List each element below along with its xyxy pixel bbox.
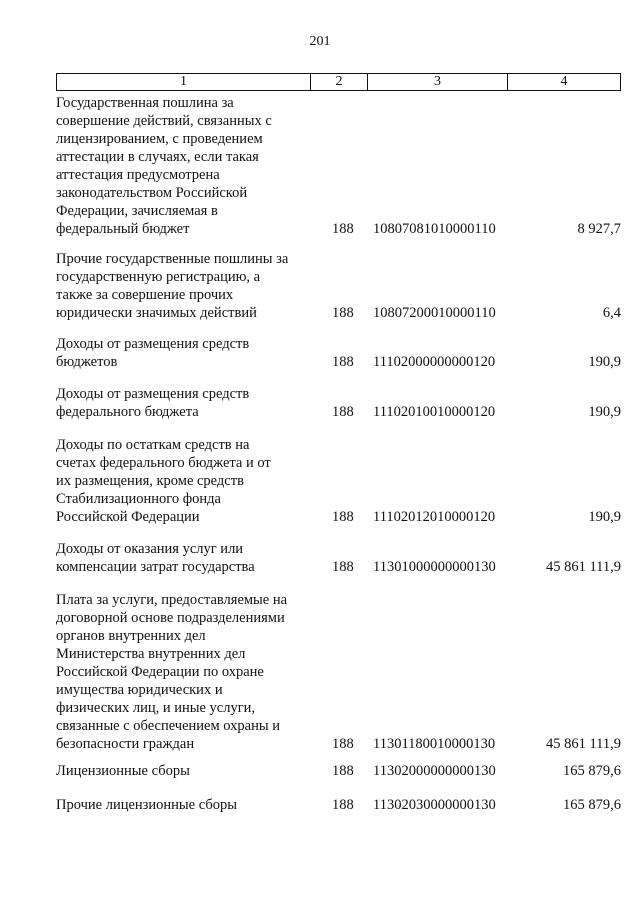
desc-line: лицензированием, с проведением (56, 131, 263, 147)
row-description (56, 436, 300, 526)
desc-line: Доходы по остаткам средств на (56, 437, 250, 453)
desc-line: Российской Федерации по охране (56, 664, 264, 680)
desc-line: Стабилизационного фонда (56, 491, 221, 507)
table-row (56, 250, 621, 322)
table-row (56, 385, 621, 421)
desc-line: федеральный бюджет (56, 221, 190, 237)
row-description (56, 94, 300, 238)
table-row (56, 335, 621, 371)
desc-line: Доходы от оказания услуг или (56, 541, 244, 557)
budget-code: 11102000000000120 (373, 354, 496, 370)
desc-line: компенсации затрат государства (56, 559, 255, 575)
header-col-4: 4 (507, 74, 620, 90)
desc-line: органов внутренних дел (56, 628, 206, 644)
budget-code: 10807200010000110 (373, 305, 496, 321)
budget-code: 10807081010000110 (373, 221, 496, 237)
desc-line: физических лиц, и иные услуги, (56, 700, 256, 716)
admin-code: 188 (332, 736, 354, 752)
desc-line: связанные с обеспечением охраны и (56, 718, 281, 734)
desc-line: Федерации, зачисляемая в (56, 203, 218, 219)
desc-line: Доходы от размещения средств (56, 386, 250, 402)
desc-line: договорной основе подразделениями (56, 610, 285, 626)
desc-line: бюджетов (56, 354, 118, 370)
desc-line: Министерства внутренних дел (56, 646, 246, 662)
desc-line: Российской Федерации (56, 509, 200, 525)
desc-line: имущества юридических и (56, 682, 223, 698)
desc-line: государственную регистрацию, а (56, 269, 261, 285)
budget-code: 11301180010000130 (373, 736, 496, 752)
amount: 6,4 (602, 305, 621, 321)
admin-code: 188 (332, 404, 354, 420)
table-row (56, 796, 621, 814)
row-description (56, 385, 300, 421)
admin-code: 188 (332, 763, 354, 779)
row-description (56, 335, 300, 371)
budget-code: 11102012010000120 (373, 509, 496, 525)
table-row (56, 591, 621, 753)
amount: 45 861 111,9 (545, 559, 621, 575)
amount: 8 927,7 (577, 221, 621, 237)
desc-line: их размещения, кроме средств (56, 473, 244, 489)
desc-line: федерального бюджета (56, 404, 199, 420)
desc-line: законодательством Российской (56, 185, 248, 201)
desc-line: аттестации в случаях, если такая (56, 149, 259, 165)
amount: 165 879,6 (563, 797, 621, 813)
desc-line: безопасности граждан (56, 736, 195, 752)
desc-line: Лицензионные сборы (56, 763, 190, 779)
amount: 45 861 111,9 (545, 736, 621, 752)
desc-line: аттестация предусмотрена (56, 167, 220, 183)
desc-line: юридически значимых действий (56, 305, 257, 321)
desc-line: совершение действий, связанных с (56, 113, 272, 129)
desc-line: счетах федерального бюджета и от (56, 455, 271, 471)
row-description (56, 762, 300, 780)
amount: 165 879,6 (563, 763, 621, 779)
row-description (56, 591, 300, 753)
desc-line: Прочие государственные пошлины за (56, 251, 289, 267)
amount: 190,9 (588, 354, 621, 370)
header-col-3: 3 (367, 74, 507, 90)
table-row (56, 540, 621, 576)
desc-line: Государственная пошлина за (56, 95, 234, 111)
table-header (56, 73, 621, 91)
row-description (56, 540, 300, 576)
budget-code: 11102010010000120 (373, 404, 496, 420)
admin-code: 188 (332, 797, 354, 813)
header-col-2: 2 (310, 74, 367, 90)
desc-line: Прочие лицензионные сборы (56, 797, 237, 813)
desc-line: также за совершение прочих (56, 287, 234, 303)
page-number: 201 (309, 34, 331, 49)
row-description (56, 796, 300, 814)
amount: 190,9 (588, 509, 621, 525)
budget-code: 11301000000000130 (373, 559, 496, 575)
desc-line: Доходы от размещения средств (56, 336, 250, 352)
budget-code: 11302030000000130 (373, 797, 496, 813)
admin-code: 188 (332, 305, 354, 321)
header-col-1: 1 (180, 74, 187, 89)
admin-code: 188 (332, 559, 354, 575)
budget-code: 11302000000000130 (373, 763, 496, 779)
admin-code: 188 (332, 354, 354, 370)
table-row (56, 94, 621, 238)
amount: 190,9 (588, 404, 621, 420)
admin-code: 188 (332, 221, 354, 237)
row-description (56, 250, 300, 322)
desc-line: Плата за услуги, предоставляемые на (56, 592, 288, 608)
table-row (56, 762, 621, 780)
table-row (56, 436, 621, 526)
admin-code: 188 (332, 509, 354, 525)
